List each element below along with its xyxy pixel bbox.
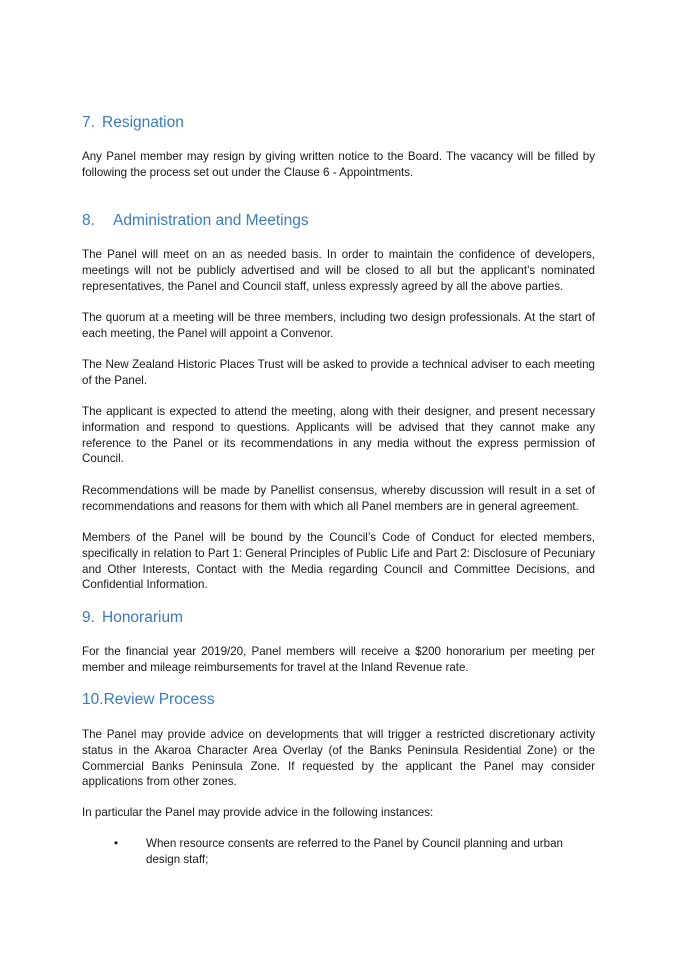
paragraph: The quorum at a meeting will be three members, including two design professionals. At the start of each meeting, the Panel will appoint a Convenor. (82, 311, 595, 340)
section-heading-resignation: 7. Resignation (82, 114, 184, 131)
paragraph: The New Zealand Historic Places Trust will be asked to provide a technical adviser to each meeting of the Panel. (82, 358, 595, 387)
section-heading-review-process: 10.Review Process (82, 691, 215, 708)
list-item-text: When resource consents are referred to the Panel by Council planning and urban design staff; (146, 837, 563, 866)
section-heading-honorarium: 9. Honorarium (82, 609, 183, 626)
paragraph: In particular the Panel may provide advice in the following instances: (82, 806, 434, 819)
paragraph: The Panel may provide advice on developments that will trigger a restricted discretionary activity status in the Akaroa Character Area Overlay (of the Banks Peninsula Residential Zone) or the Commercial Banks Peninsula Zone. If requested by the applicant the Panel may consider applications from other zones. (82, 728, 595, 789)
paragraph: Members of the Panel will be bound by the Council’s Code of Conduct for elected members, specifically in relation to Part 1: General Principles of Public Life and Part 2: Disclosure of Pecuniary and Other Interests, Contact with the Media regarding Council and Committee Decisions, and Confidential Information. (82, 531, 595, 592)
bullet-icon: • (114, 837, 119, 850)
paragraph: For the financial year 2019/20, Panel members will receive a $200 honorarium per meeting per member and mileage reimbursements for travel at the Inland Revenue rate. (82, 645, 595, 674)
paragraph: Any Panel member may resign by giving written notice to the Board. The vacancy will be filled by following the process set out under the Clause 6 - Appointments. (82, 150, 595, 179)
paragraph: The Panel will meet on an as needed basis. In order to maintain the confidence of developers, meetings will not be publicly advertised and will be closed to all but the applicant’s nominated representatives, the Panel and Council staff, unless expressly agreed by all the above parties. (82, 248, 595, 293)
paragraph: The applicant is expected to attend the meeting, along with their designer, and present necessary information and respond to questions. Applicants will be advised that they cannot make any reference to the Panel or its recommendations in any media without the express permission of Council. (82, 405, 595, 466)
paragraph: Recommendations will be made by Panellist consensus, whereby discussion will result in a set of recommendations and reasons for them with which all Panel members are in general agreement. (82, 484, 595, 513)
section-heading-administration: 8. Administration and Meetings (82, 212, 309, 229)
